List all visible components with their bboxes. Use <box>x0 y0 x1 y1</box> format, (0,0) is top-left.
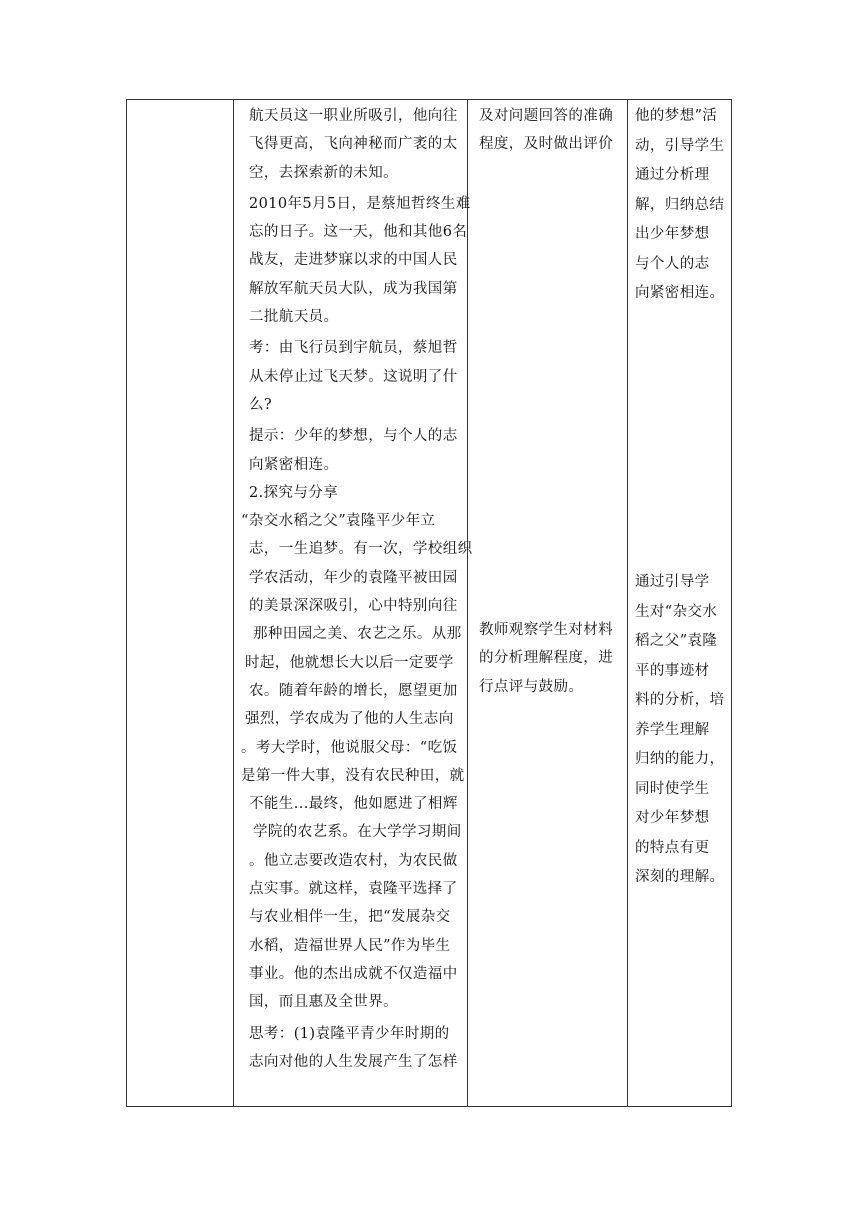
content-line: 志，一生追梦。有一次，学校组织 <box>249 541 473 558</box>
teacher-activity-cell-bottom <box>479 616 639 701</box>
design-intent-line: 稻之父”袁隆 <box>635 633 718 649</box>
content-line: 。考大学时，他说服父母：“吃饭 <box>241 739 458 756</box>
design-intent-line: 动，引导学生 <box>635 137 725 154</box>
design-intent-line: 养学生理解 <box>635 721 710 738</box>
content-line: 么? <box>249 396 273 413</box>
design-intent-cell-top <box>635 100 731 309</box>
content-line: 强烈，学农成为了他的人生志向 <box>245 711 454 728</box>
design-intent-line: 平的事迹材 <box>635 662 710 679</box>
content-line: 飞得更高，飞向神秘而广袤的太 <box>249 136 458 153</box>
design-intent-line: 通过分析理 <box>635 167 710 183</box>
content-line: 空，去探索新的未知。 <box>249 164 398 181</box>
content-line: 从未停止过飞天梦。这说明了什 <box>249 368 458 385</box>
column-divider <box>627 100 628 1106</box>
teacher-activity-line: 的分析理解程度，进 <box>479 650 614 667</box>
design-intent-cell-bottom <box>635 568 731 893</box>
design-intent-line: 他的梦想”活 <box>635 108 718 124</box>
design-intent-line: 深刻的理解。 <box>635 869 725 885</box>
content-line: 不能生...最终，他如愿进了相辉 <box>249 796 458 813</box>
content-line: 时起，他就想长大以后一定要学 <box>245 654 454 671</box>
content-line: 学农活动，年少的袁隆平被田园 <box>249 569 458 586</box>
content-line: 事业。他的杰出成就不仅造福中 <box>249 965 458 982</box>
design-intent-line: 的特点有更 <box>635 839 710 856</box>
content-line: 那种田园之美、农艺之乐。从那 <box>253 626 462 643</box>
content-line: 向紧密相连。 <box>249 456 339 473</box>
teacher-activity-line: 及对问题回答的准确 <box>479 108 614 124</box>
lesson-plan-table <box>126 99 732 1107</box>
column-divider <box>233 100 234 1106</box>
content-line: 。他立志要改造农村，为农民做 <box>249 852 458 869</box>
content-line: 思考：(1)袁隆平青少年时期的 <box>249 1025 450 1042</box>
content-line: 国，而且惠及全世界。 <box>249 994 398 1011</box>
content-line: 战友，走进梦寐以求的中国人民 <box>249 252 458 269</box>
design-intent-line: 与个人的志 <box>635 255 710 272</box>
section-heading: 2.探究与分享 <box>249 484 339 501</box>
teaching-content-cell <box>241 100 475 1076</box>
content-line: 是第一件大事，没有农民种田，就 <box>241 767 465 784</box>
design-intent-line: 向紧密相连。 <box>635 285 725 301</box>
content-line: 忘的日子。这一天，他和其他6名 <box>249 224 468 241</box>
design-intent-line: 生对“杂交水 <box>635 603 718 620</box>
design-intent-line: 解，归纳总结 <box>635 196 725 213</box>
content-line: 点实事。就这样，袁隆平选择了 <box>249 881 458 898</box>
teacher-activity-line: 程度，及时做出评价 <box>479 136 614 153</box>
teacher-activity-line: 教师观察学生对材料 <box>479 622 614 638</box>
content-line: 与农业相伴一生，把“发展杂交 <box>249 909 451 926</box>
content-line: 的美景深深吸引，心中特别向往 <box>249 598 458 615</box>
content-line: 解放军航天员大队，成为我国第 <box>249 280 458 297</box>
content-line: 考：由飞行员到宇航员，蔡旭哲 <box>249 340 458 357</box>
content-line: 航天员这一职业所吸引，他向往 <box>249 108 458 124</box>
content-line: 农。随着年龄的增长，愿望更加 <box>249 682 458 699</box>
design-intent-line: 归纳的能力， <box>635 751 725 767</box>
design-intent-line: 通过引导学 <box>635 574 710 590</box>
content-line: “杂交水稻之父”袁隆平少年立 <box>241 513 436 530</box>
design-intent-line: 料的分析，培 <box>635 692 725 708</box>
content-line: 水稻，造福世界人民”作为毕生 <box>249 937 451 954</box>
design-intent-line: 同时使学生 <box>635 780 710 797</box>
content-line: 2010年5月5日，是蔡旭哲终生难 <box>249 195 471 212</box>
design-intent-line: 对少年梦想 <box>635 810 710 826</box>
teacher-activity-cell-top <box>479 100 639 159</box>
content-line: 二批航天员。 <box>249 309 339 326</box>
design-intent-line: 出少年梦想 <box>635 226 710 242</box>
content-line: 志向对他的人生发展产生了怎样 <box>249 1053 458 1070</box>
teacher-activity-line: 行点评与鼓励。 <box>479 678 584 695</box>
content-line: 学院的农艺系。在大学学习期间 <box>253 824 462 841</box>
content-line: 提示：少年的梦想，与个人的志 <box>249 428 458 445</box>
